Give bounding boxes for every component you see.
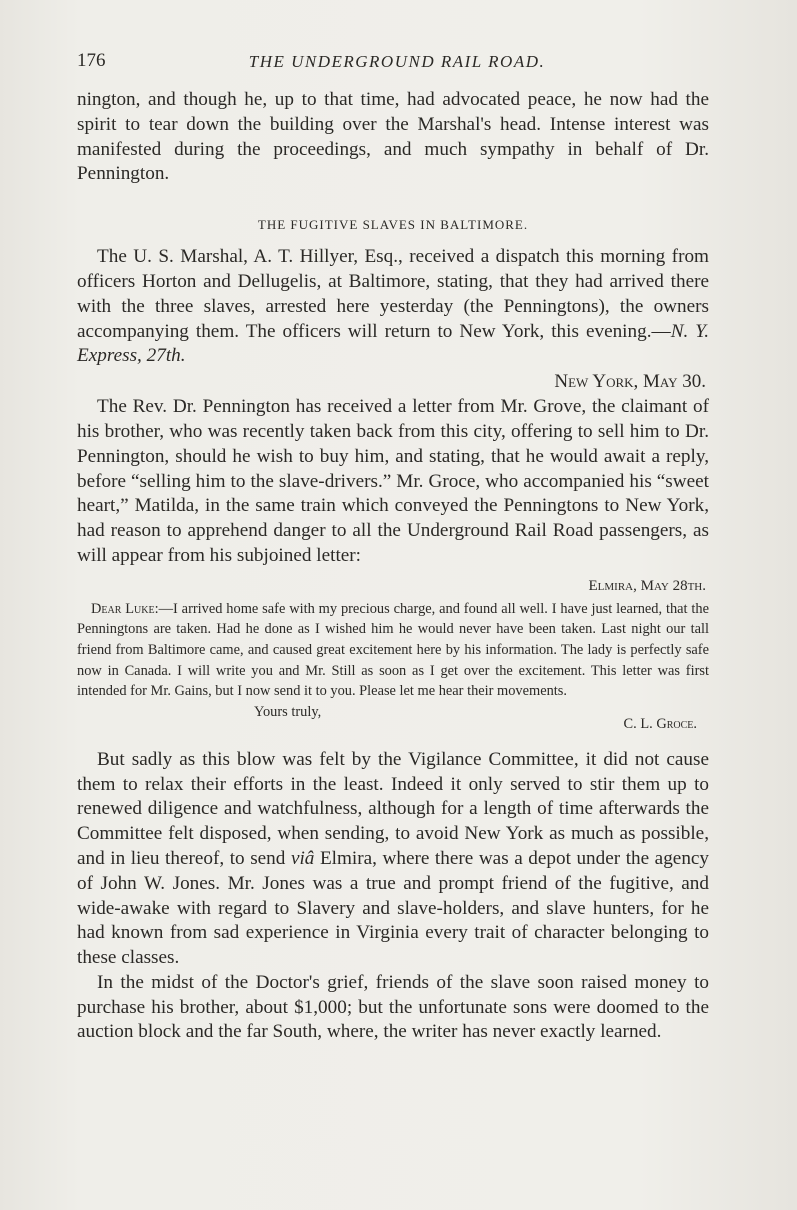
letter-salutation: Dear Luke: [91, 600, 155, 617]
paragraph-continuation: nington, and though he, up to that time, had advocated peace, he now had the spirit to tear down the building over the Marshal's head. Intense interest was manifested during the proceedings, and much sympathy in behalf of Dr. Pennington.: [77, 89, 709, 185]
vigilance-text: But sadly as this blow was felt by the Vigilance Committee, it did not cause them to relax their efforts in the least. Indeed it only served to stir them up to renewed diligence and watchfulness, although for a length of time afterwards the Committee felt disposed, when sending, to avoid New York as much as possible, and in lieu thereof, to send: [77, 748, 709, 869]
letter-dateline: Elmira, May 28th.: [588, 577, 706, 594]
paragraph-vigilance: [77, 748, 709, 971]
page-body: [77, 88, 709, 1045]
letter-closing: Yours truly,: [254, 703, 322, 720]
letter-text: :—I arrived home safe with my precious charge, and found all well. I have just learned, that the Penningtons are taken. Had he done as I wished him he would never have been taken. Last night our tall friend from Baltimore came, and caused great excitement here by his information. The lady is perfectly safe now in Canada. I will write you and Mr. Still as soon as I get over the excitement. This letter was first intended for Mr. Gains, but I now send it to you. Please let me hear their movements.: [77, 600, 709, 700]
page-number: 176: [77, 50, 106, 71]
letter-closing-row: [77, 702, 709, 730]
paragraph-letter-intro: The Rev. Dr. Pennington has received a letter from Mr. Grove, the claimant of his brother, who was recently taken back from this city, offering to sell him to Dr. Pennington, should he wish to buy him, and stating, that he would await a reply, before “selling him to the slave-drivers.” Mr. Groce, who accompanied his “sweet heart,” Matilda, in the same train which conveyed the Penningtons to New York, had reason to apprehend danger to all the Underground Rail Road passengers, as will appear from his subjoined letter:: [77, 396, 709, 566]
section-title: THE FUGITIVE SLAVES IN BALTIMORE.: [257, 217, 529, 233]
running-head: THE UNDERGROUND RAIL ROAD.: [248, 52, 546, 71]
dateline-new-york: New York, May 30.: [554, 371, 706, 393]
vigilance-text-rest: Elmira, where there was a depot under the agency of John W. Jones. Mr. Jones was a true and prompt friend of the fugitive, and wide-awake with regard to Slavery and slave-holders, and slave hunters, for he had known from sad experience in Virginia every trait of character belonging to these classes.: [77, 847, 710, 969]
letter-signature: C. L. Groce.: [623, 715, 697, 732]
letter-body: [77, 599, 709, 702]
paragraph-ransom: In the midst of the Doctor's grief, friends of the slave soon raised money to purchase his brother, about $1,000; but the unfortunate sons were doomed to the auction block and the far South, where, the writer has never exactly learned.: [77, 971, 709, 1043]
via-word: viâ: [290, 847, 315, 869]
dispatch-source: N. Y. Express, 27th.: [77, 320, 709, 367]
page-header: [77, 50, 717, 80]
paragraph-dispatch: [77, 245, 709, 369]
dispatch-text: The U. S. Marshal, A. T. Hillyer, Esq., received a dispatch this morning from officers Horton and Dellugelis, at Baltimore, stating, that they had arrived there with the three slaves, arrested here yesterday (the Penningtons), the owners accompanying them. The officers will return to New York, this evening.—: [77, 246, 709, 342]
spacer: [77, 730, 709, 748]
